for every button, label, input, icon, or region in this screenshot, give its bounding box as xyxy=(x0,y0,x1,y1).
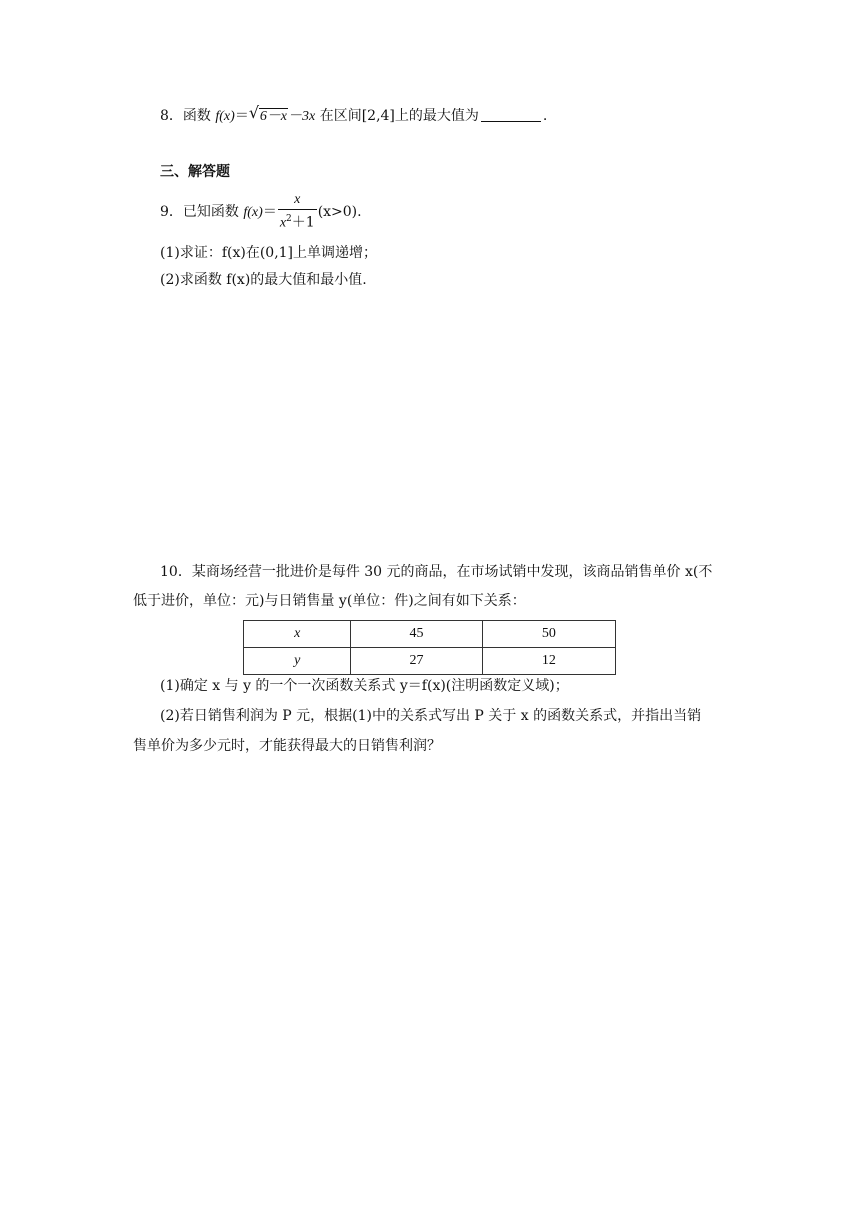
q9-function: f(x) xyxy=(243,204,263,220)
table-row xyxy=(244,648,616,675)
q10-part1: (1)确定 x 与 y 的一个一次函数关系式 y＝f(x)(注明函数定义域)； xyxy=(160,678,569,694)
q9-den-rest: ＋1 xyxy=(291,214,315,231)
q8-sqrt xyxy=(248,103,288,127)
radical-sign-icon: √ xyxy=(248,103,260,122)
section-heading: 三、解答题 xyxy=(160,164,230,180)
q10-part2-line2: 售单价为多少元时，才能获得最大的日销售利润？ xyxy=(133,738,441,754)
table-cell: x xyxy=(244,621,351,648)
question-8 xyxy=(160,103,548,127)
table-cell: 27 xyxy=(351,648,482,675)
q9-part2: (2)求函数 f(x)的最大值和最小值. xyxy=(160,272,367,288)
table-cell: 50 xyxy=(482,621,615,648)
q10-line1: 10．某商场经营一批进价是每件 30 元的商品，在市场试销中发现，该商品销售单价 x(不 xyxy=(160,564,713,580)
q10-part2-line1: (2)若日销售利润为 P 元，根据(1)中的关系式写出 P 关于 x 的函数关系式，并指出当销 xyxy=(160,708,702,724)
q8-number: 8． xyxy=(160,108,183,124)
q9-denominator xyxy=(278,209,317,232)
q8-suffix: 在区间[2,4]上的最大值为 xyxy=(319,108,479,124)
q9-part1: (1)求证：f(x)在(0,1]上单调递增； xyxy=(160,245,378,261)
answer-blank xyxy=(481,107,541,122)
table-cell: 12 xyxy=(482,648,615,675)
data-table xyxy=(243,620,616,675)
q8-radicand: 6－x xyxy=(259,109,288,124)
q9-den-base: x xyxy=(279,215,287,231)
q9-den-exp: 2 xyxy=(286,214,292,224)
table-cell: 45 xyxy=(351,621,482,648)
q8-prefix: 函数 xyxy=(182,108,211,124)
q8-term: －3x xyxy=(288,109,316,124)
q9-equals: ＝ xyxy=(262,203,277,220)
q8-equals: ＝ xyxy=(234,108,249,124)
q9-number: 9． xyxy=(160,203,183,220)
q9-numerator: x xyxy=(294,192,301,207)
q9-fraction xyxy=(278,192,317,232)
question-9 xyxy=(160,192,362,232)
q8-end: . xyxy=(542,108,548,124)
q10-line2: 低于进价，单位：元)与日销售量 y(单位：件)之间有如下关系： xyxy=(133,593,526,609)
table-row xyxy=(244,621,616,648)
table-cell: y xyxy=(244,648,351,675)
q9-condition: (x>0). xyxy=(317,203,362,220)
q9-prefix: 已知函数 xyxy=(182,203,239,220)
q8-function: f(x) xyxy=(215,109,235,124)
